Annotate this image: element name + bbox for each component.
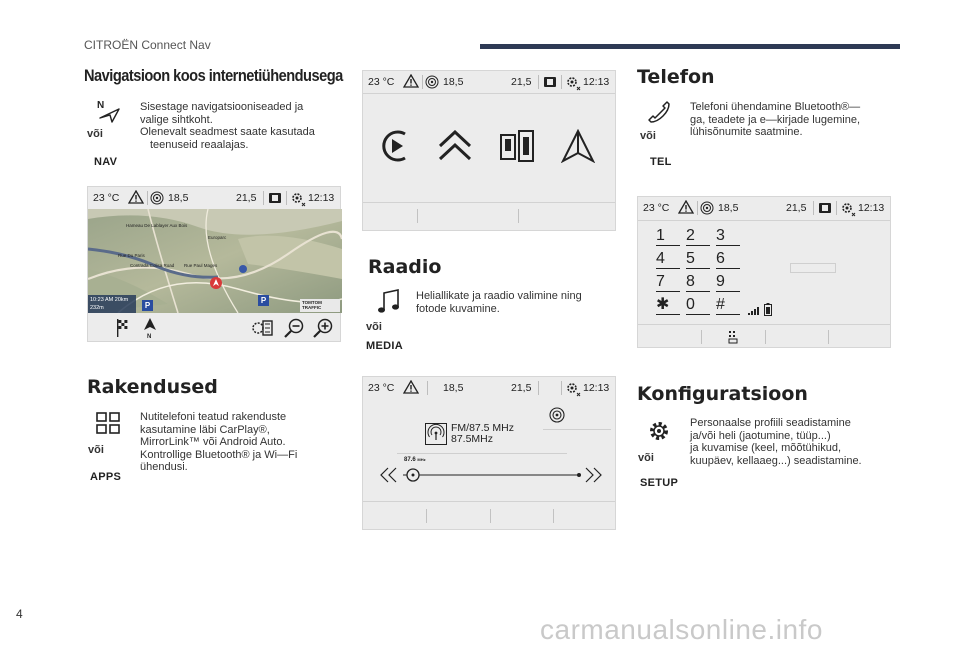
nav-key-label: NAV xyxy=(94,156,118,168)
music-note-icon xyxy=(377,289,401,315)
keypad-key[interactable]: 1 xyxy=(656,227,680,246)
seek-back-icon[interactable] xyxy=(379,467,399,483)
keypad-key[interactable]: 5 xyxy=(686,250,710,269)
radio-status-bar xyxy=(363,377,615,399)
header-bar xyxy=(480,44,900,49)
rakendused-title: Rakendused xyxy=(87,376,218,398)
left-climate-value: 18,5 xyxy=(443,76,464,88)
battery-icon xyxy=(764,303,772,316)
nav-arrow-icon xyxy=(96,98,122,124)
telefon-title: Telefon xyxy=(637,66,715,88)
rakendused-description: Nutitelefoni teatud rakenduste kasutamine läbi CarPlay®, MirrorLink™ või Android Auto. Kontrollige Bluetooth® ja Wi—Fi ühendusi. xyxy=(140,411,298,473)
audio-icon[interactable] xyxy=(425,75,439,89)
keypad-key[interactable]: # xyxy=(716,296,740,315)
nav-status-bar xyxy=(88,187,340,209)
android-auto-icon[interactable] xyxy=(437,130,473,162)
audio-icon[interactable] xyxy=(700,201,714,215)
keypad-key[interactable]: 4 xyxy=(656,250,680,269)
nav-toolbar xyxy=(88,313,342,343)
phone-screen xyxy=(637,196,891,348)
navigation-description: Sisestage navigatsiooniseaded ja valige sihtkoht. Olenevalt seadmest saate kasutada teenuseid reaalajas. xyxy=(140,101,315,151)
setup-key-label: SETUP xyxy=(640,477,679,489)
temp-readout: 23 °C xyxy=(93,192,120,204)
keypad-key[interactable]: 9 xyxy=(716,273,740,292)
svg-text:N: N xyxy=(147,334,152,339)
map-label-europarc: Europarc xyxy=(208,235,227,240)
navigation-title: Navigatsioon koos internetiühendusega xyxy=(84,66,343,85)
temp-readout: 23 °C xyxy=(643,202,670,214)
clock-readout: 12:13 xyxy=(583,382,610,394)
phone-status-bar xyxy=(638,197,890,219)
signal-strength-icon xyxy=(748,305,760,315)
map-label-rue: Rue Paul Mages xyxy=(184,263,218,268)
tomtom-traffic-badge: TOMTOM TRAFFIC xyxy=(300,299,340,312)
warning-icon[interactable] xyxy=(128,190,144,204)
compass-north-icon[interactable] xyxy=(142,317,158,339)
nav-voi: või xyxy=(87,128,103,140)
keypad-key[interactable]: 6 xyxy=(716,250,740,269)
phone-icon[interactable] xyxy=(268,192,282,204)
frequency-slider[interactable] xyxy=(403,467,583,483)
settings-gear-icon[interactable] xyxy=(840,201,856,217)
apps-voi: või xyxy=(88,444,104,456)
clock-readout: 12:13 xyxy=(308,192,335,204)
telefon-voi: või xyxy=(640,130,656,142)
raadio-voi: või xyxy=(366,321,382,333)
tel-key-label: TEL xyxy=(650,156,672,168)
destination-flag-icon[interactable] xyxy=(116,319,130,337)
radio-screen xyxy=(362,376,616,530)
konfiguratsioon-description: Personaalse profiili seadistamine ja/või heli (jaotumine, tüüp...) ja kuvamise (keel, mõõtühikud, kuupäev, kellaaeg...) seadistamine. xyxy=(690,417,862,467)
watermark: carmanualsonline.info xyxy=(540,614,823,645)
right-climate-value: 21,5 xyxy=(511,382,532,394)
keypad-key[interactable]: 3 xyxy=(716,227,740,246)
keypad-key[interactable]: ✱ xyxy=(656,296,680,315)
route-info-overlay: 10:23 AM 20km 232m xyxy=(88,295,136,313)
konfiguratsioon-title: Konfiguratsioon xyxy=(637,383,808,405)
zoom-out-icon[interactable] xyxy=(283,318,305,338)
apps-grid-icon xyxy=(96,412,120,434)
keypad-key[interactable]: 2 xyxy=(686,227,710,246)
phone-icon[interactable] xyxy=(543,76,557,88)
phone-icon[interactable] xyxy=(818,202,832,214)
station-frequency: 87.5MHz xyxy=(451,433,494,445)
apps-key-label: APPS xyxy=(90,471,122,483)
warning-icon[interactable] xyxy=(403,380,419,394)
warning-icon[interactable] xyxy=(403,74,419,88)
temp-readout: 23 °C xyxy=(368,76,395,88)
zoom-in-icon[interactable] xyxy=(312,318,334,338)
media-key-label: MEDIA xyxy=(366,340,403,352)
dial-keypad xyxy=(656,227,746,319)
keypad-key[interactable]: 7 xyxy=(656,273,680,292)
page-number: 4 xyxy=(16,607,23,621)
setup-gear-icon xyxy=(646,418,672,444)
parking-icon[interactable]: P xyxy=(258,295,269,306)
clock-readout: 12:13 xyxy=(583,76,610,88)
settings-gear-icon[interactable] xyxy=(290,191,306,207)
connected-nav-icon[interactable] xyxy=(561,129,595,163)
map-layers-icon[interactable] xyxy=(252,319,274,337)
nav-screen xyxy=(87,186,341,342)
svg-text:N: N xyxy=(97,100,105,111)
keypad-key[interactable]: 0 xyxy=(686,296,710,315)
raadio-description: Heliallikate ja raadio valimine ning fotode kuvamine. xyxy=(416,290,582,315)
number-display-field[interactable] xyxy=(790,263,836,273)
running-header: CITROËN Connect Nav xyxy=(84,38,211,52)
right-climate-value: 21,5 xyxy=(236,192,257,204)
contacts-list-icon[interactable] xyxy=(728,330,738,344)
map-view[interactable] xyxy=(88,209,342,313)
seek-forward-icon[interactable] xyxy=(583,467,603,483)
apps-status-bar xyxy=(363,71,615,93)
carplay-icon[interactable] xyxy=(379,128,411,164)
station-band: FM/87.5 MHz xyxy=(451,422,515,434)
phone-handset-icon xyxy=(647,100,671,124)
settings-gear-icon[interactable] xyxy=(565,381,581,397)
distance-readout: 232m xyxy=(90,305,104,311)
right-climate-value: 21,5 xyxy=(511,76,532,88)
left-climate-value: 18,5 xyxy=(718,202,739,214)
konfiguratsioon-voi: või xyxy=(638,452,654,464)
map-label-main: Hameau De Lablayer Aux Bois xyxy=(126,223,188,228)
station-info xyxy=(451,423,514,445)
clock-readout: 12:13 xyxy=(858,202,885,214)
left-climate-value: 18,5 xyxy=(443,382,464,394)
settings-gear-icon[interactable] xyxy=(565,75,581,91)
map-label-2: Rue Du Paris xyxy=(118,253,145,258)
left-climate-value: 18,5 xyxy=(168,192,189,204)
radio-antenna-icon xyxy=(425,423,447,445)
warning-icon[interactable] xyxy=(678,200,694,214)
raadio-title: Raadio xyxy=(368,256,442,278)
temp-readout: 23 °C xyxy=(368,382,395,394)
parking-icon[interactable]: P xyxy=(142,300,153,311)
keypad-key[interactable]: 8 xyxy=(686,273,710,292)
radio-source-icon[interactable] xyxy=(549,407,565,423)
telefon-description: Telefoni ühendamine Bluetooth®— ga, teadete ja e—kirjade lugemine, lühisõnumite saatmine. xyxy=(690,101,861,138)
map-label-3: Contrada Colisa Road xyxy=(130,263,175,268)
audio-icon[interactable] xyxy=(150,191,164,205)
frequency-label: 87.6 MHz xyxy=(404,457,426,463)
right-climate-value: 21,5 xyxy=(786,202,807,214)
apps-screen xyxy=(362,70,616,231)
mirrorlink-icon[interactable] xyxy=(499,129,535,163)
